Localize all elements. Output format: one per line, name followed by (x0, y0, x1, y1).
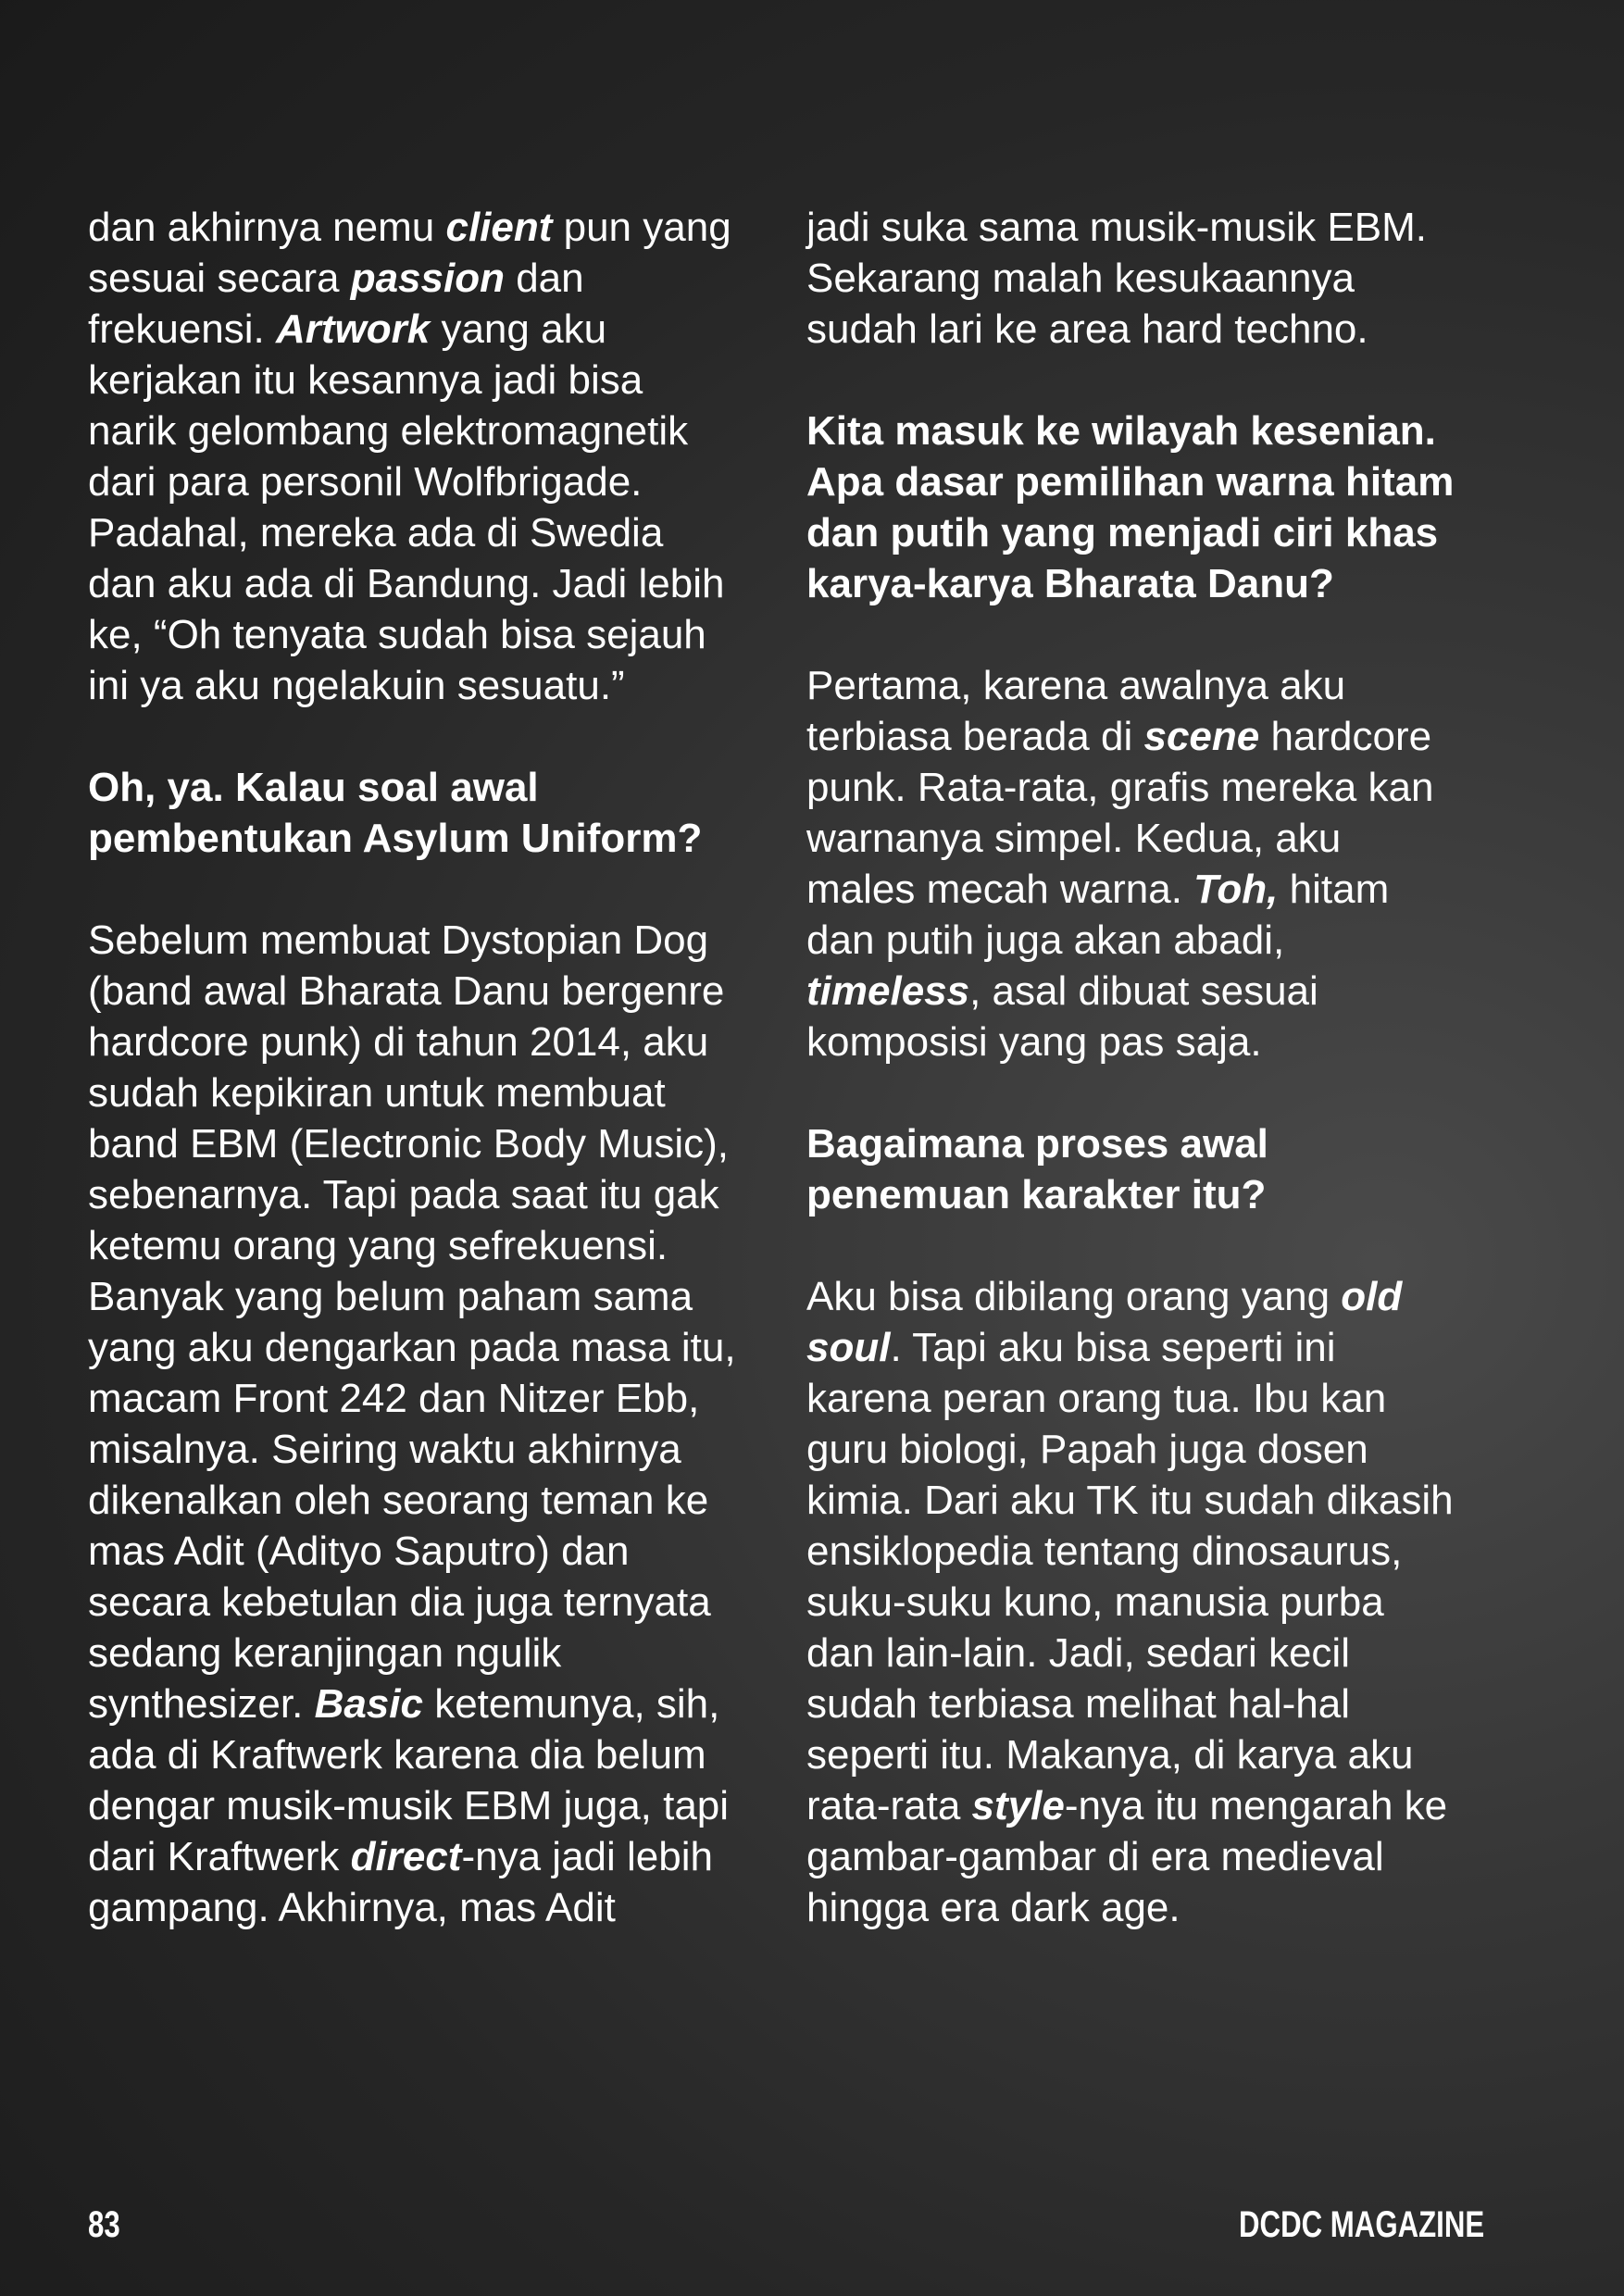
article-column-right (806, 202, 1455, 1984)
emphasis-term: old soul (806, 1274, 1403, 1370)
interview-answer: Pertama, karena awalnya aku terbiasa berada di scene hardcore punk. Rata-rata, grafis mereka kan warnanya simpel. Kedua, aku males mecah warna. Toh, hitam dan putih juga akan abadi, timeless, asal dibuat sesuai komposisi yang pas saja. (806, 663, 1434, 1065)
emphasis-term: scene (1143, 714, 1260, 759)
article-column-left (88, 202, 736, 1984)
emphasis-term: direct (350, 1834, 462, 1879)
page-number: 83 (88, 2204, 120, 2245)
emphasis-term: passion (350, 256, 505, 301)
emphasis-term: client (445, 205, 553, 250)
interview-question: Bagaimana proses awal penemuan karakter itu? (806, 1121, 1268, 1217)
emphasis-term: Basic (314, 1681, 423, 1727)
emphasis-term: Artwork (275, 306, 431, 352)
emphasis-term: timeless (806, 968, 970, 1014)
emphasis-term: Toh, (1193, 867, 1279, 912)
interview-question: Kita masuk ke wilayah kesenian. Apa dasar pemilihan warna hitam dan putih yang menjadi ciri khas karya-karya Bharata Danu? (806, 408, 1455, 606)
interview-answer: dan akhirnya nemu client pun yang sesuai secara passion dan frekuensi. Artwork yang aku kerjakan itu kesannya jadi bisa narik gelombang elektromagnetik dari para personil Wolfbrigade. Padahal, mereka ada di Swedia dan aku ada di Bandung. Jadi lebih ke, “Oh tenyata sudah bisa sejauh ini ya aku ngelakuin sesuatu.” (88, 205, 731, 708)
emphasis-term: style (971, 1783, 1065, 1828)
interview-answer: jadi suka sama musik-musik EBM. Sekarang malah kesukaannya sudah lari ke area hard techno. (806, 205, 1427, 352)
interview-answer: Aku bisa dibilang orang yang old soul. Tapi aku bisa seperti ini karena peran orang tua. Ibu kan guru biologi, Papah juga dosen kimia. Dari aku TK itu sudah dikasih ensiklopedia tentang dinosaurus, suku-suku kuno, manusia purba dan lain-lain. Jadi, sedari kecil sudah terbiasa melihat hal-hal seperti itu. Makanya, di karya aku rata-rata style-nya itu mengarah ke gambar-gambar di era medieval hingga era dark age. (806, 1274, 1454, 1930)
interview-question: Oh, ya. Kalau soal awal pembentukan Asylum Uniform? (88, 765, 703, 861)
interview-answer: Sebelum membuat Dystopian Dog (band awal Bharata Danu bergenre hardcore punk) di tahun 2014, aku sudah kepikiran untuk membuat band EBM (Electronic Body Music), sebenarnya. Tapi pada saat itu gak ketemu orang yang sefrekuensi. Banyak yang belum paham sama yang aku dengarkan pada masa itu, macam Front 242 dan Nitzer Ebb, misalnya. Seiring waktu akhirnya dikenalkan oleh seorang teman ke mas Adit (Adityo Saputro) dan secara kebetulan dia juga ternyata sedang keranjingan ngulik synthesizer. Basic ketemunya, sih, ada di Kraftwerk karena dia belum dengar musik-musik EBM juga, tapi dari Kraftwerk direct-nya jadi lebih gampang. Akhirnya, mas Adit (88, 917, 736, 1930)
magazine-name: DCDC MAGAZINE (1239, 2204, 1485, 2245)
